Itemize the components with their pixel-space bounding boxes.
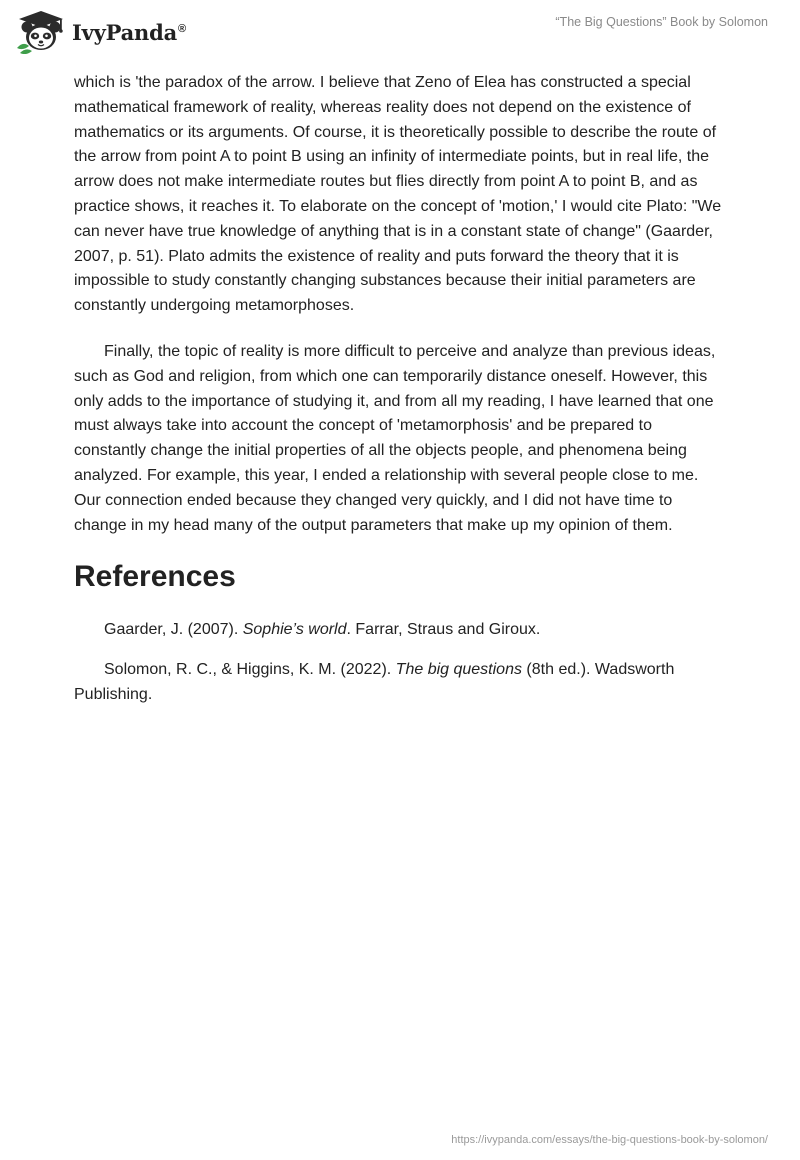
document-title: “The Big Questions” Book by Solomon bbox=[555, 15, 768, 29]
reference-item bbox=[74, 657, 726, 707]
essay-content bbox=[74, 71, 726, 722]
reference-authors: Gaarder, J. (2007). bbox=[104, 621, 243, 639]
reference-publisher: (8th ed.). Wadsworth Publishing. bbox=[74, 661, 675, 704]
page-header bbox=[0, 0, 800, 60]
logo-wordmark bbox=[72, 20, 186, 45]
body-paragraph: which is 'the paradox of the arrow. I believe that Zeno of Elea has constructed a special mathematical framework of reality, whereas reality does not depend on the existence of mathematics or its arguments. Of course, it is theoretically possible to describe the route of the arrow from point A to point B using an infinity of intermediate points, but in real life, the arrow does not make intermediate routes but flies directly from point A to point B, and as practice shows, it reaches it. To elaborate on the concept of 'motion,' I would cite Plato: "We can never have true knowledge of anything that is in a constant state of change" (Gaarder, 2007, p. 51). Plato admits the existence of reality and puts forward the theory that it is impossible to study constantly changing substances because their initial parameters are constantly undergoing metamorphoses. bbox=[74, 74, 722, 315]
reference-item bbox=[74, 617, 726, 642]
reference-authors: Solomon, R. C., & Higgins, K. M. (2022). bbox=[104, 661, 396, 679]
reference-publisher: . Farrar, Straus and Giroux. bbox=[346, 621, 541, 639]
reference-title: Sophie’s world bbox=[242, 621, 347, 639]
body-paragraph: Finally, the topic of reality is more difficult to perceive and analyze than previous ideas, such as God and religion, from which one can temporarily distance oneself. However, this only adds to the importance of studying it, and from all my reading, I have learned that one must always take into account the concept of 'metamorphosis' and be prepared to constantly change the initial properties of all the objects people, and phenomena being analyzed. For example, this year, I ended a relationship with several people close to me. Our connection ended because they changed very quickly, and I did not have time to change in my head many of the output parameters that make up my opinion of them. bbox=[74, 342, 716, 534]
reference-title: The big questions bbox=[395, 661, 522, 679]
source-url-link[interactable]: https://ivypanda.com/essays/the-big-questions-book-by-solomon/ bbox=[451, 1134, 768, 1146]
ivypanda-logo[interactable] bbox=[14, 10, 186, 54]
logo-name: IvyPanda bbox=[72, 19, 178, 45]
registered-mark: ® bbox=[178, 22, 186, 35]
panda-logo-icon bbox=[14, 10, 68, 54]
references-heading: References bbox=[74, 560, 236, 594]
